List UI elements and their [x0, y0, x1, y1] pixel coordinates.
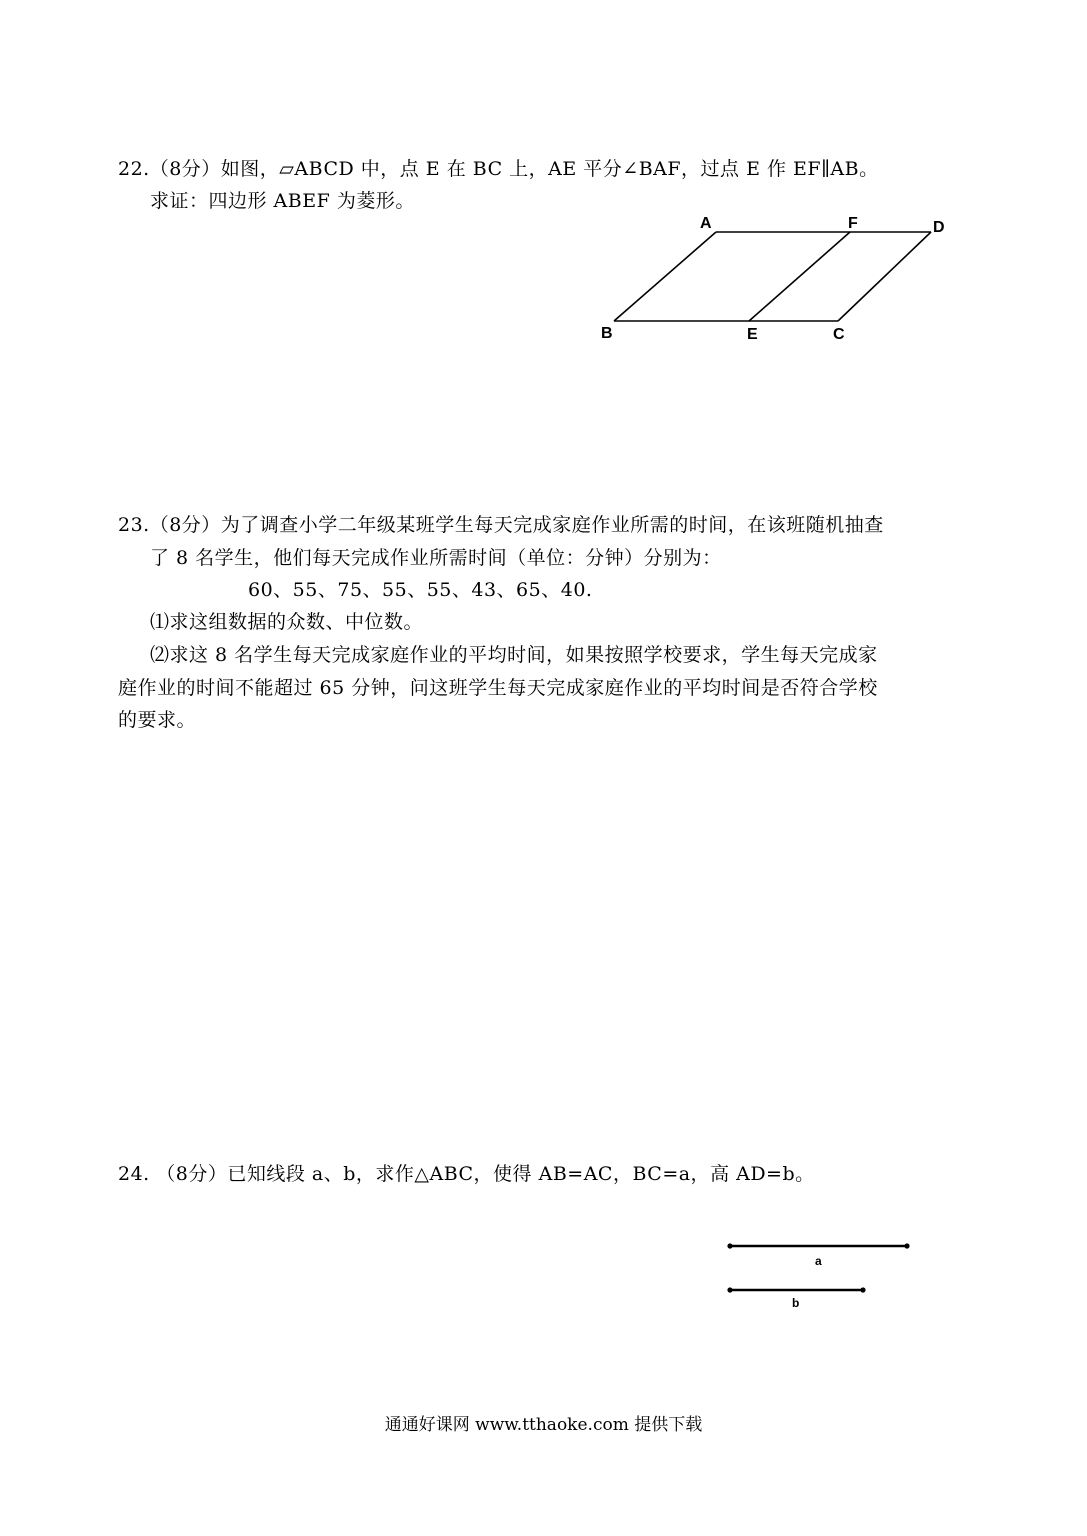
- q23-part2-c: 的要求。: [118, 709, 197, 731]
- q23-part2-a: ⑵求这 8 名学生每天完成家庭作业的平均时间，如果按照学校要求，学生每天完成家: [150, 644, 878, 666]
- q23-part1: ⑴求这组数据的众数、中位数。: [150, 611, 424, 633]
- edge-fe: [749, 232, 850, 321]
- label-d: D: [933, 219, 945, 236]
- label-a: A: [700, 215, 712, 232]
- q22-prove: 求证：四边形 ABEF 为菱形。: [150, 190, 415, 212]
- q24-stem: 24. （8分）已知线段 a、b，求作△ABC，使得 AB=AC，BC=a，高 AD=b。: [118, 1163, 815, 1185]
- label-e: E: [747, 326, 758, 343]
- q22-stem: 22.（8分）如图，▱ABCD 中，点 E 在 BC 上，AE 平分∠BAF，过点 E 作 EF∥AB。: [118, 158, 879, 180]
- q23-data: 60、55、75、55、55、43、65、40.: [248, 579, 593, 601]
- segment-b-label: b: [792, 1296, 800, 1310]
- label-f: F: [848, 215, 858, 232]
- q23-part2-b: 庭作业的时间不能超过 65 分钟，问这班学生每天完成家庭作业的平均时间是否符合学校: [118, 677, 878, 699]
- segment-a-label: a: [815, 1254, 822, 1268]
- q23-stem-1: 23.（8分）为了调查小学二年级某班学生每天完成家庭作业所需的时间，在该班随机抽查: [118, 514, 884, 536]
- footer-source: 通通好课网 www.tthaoke.com 提供下载: [384, 1415, 703, 1435]
- q23-stem-2: 了 8 名学生，他们每天完成作业所需时间（单位：分钟）分别为：: [150, 547, 722, 569]
- label-b: B: [601, 325, 613, 342]
- edge-dc: [838, 232, 931, 321]
- edge-ab: [614, 232, 716, 321]
- label-c: C: [833, 326, 845, 343]
